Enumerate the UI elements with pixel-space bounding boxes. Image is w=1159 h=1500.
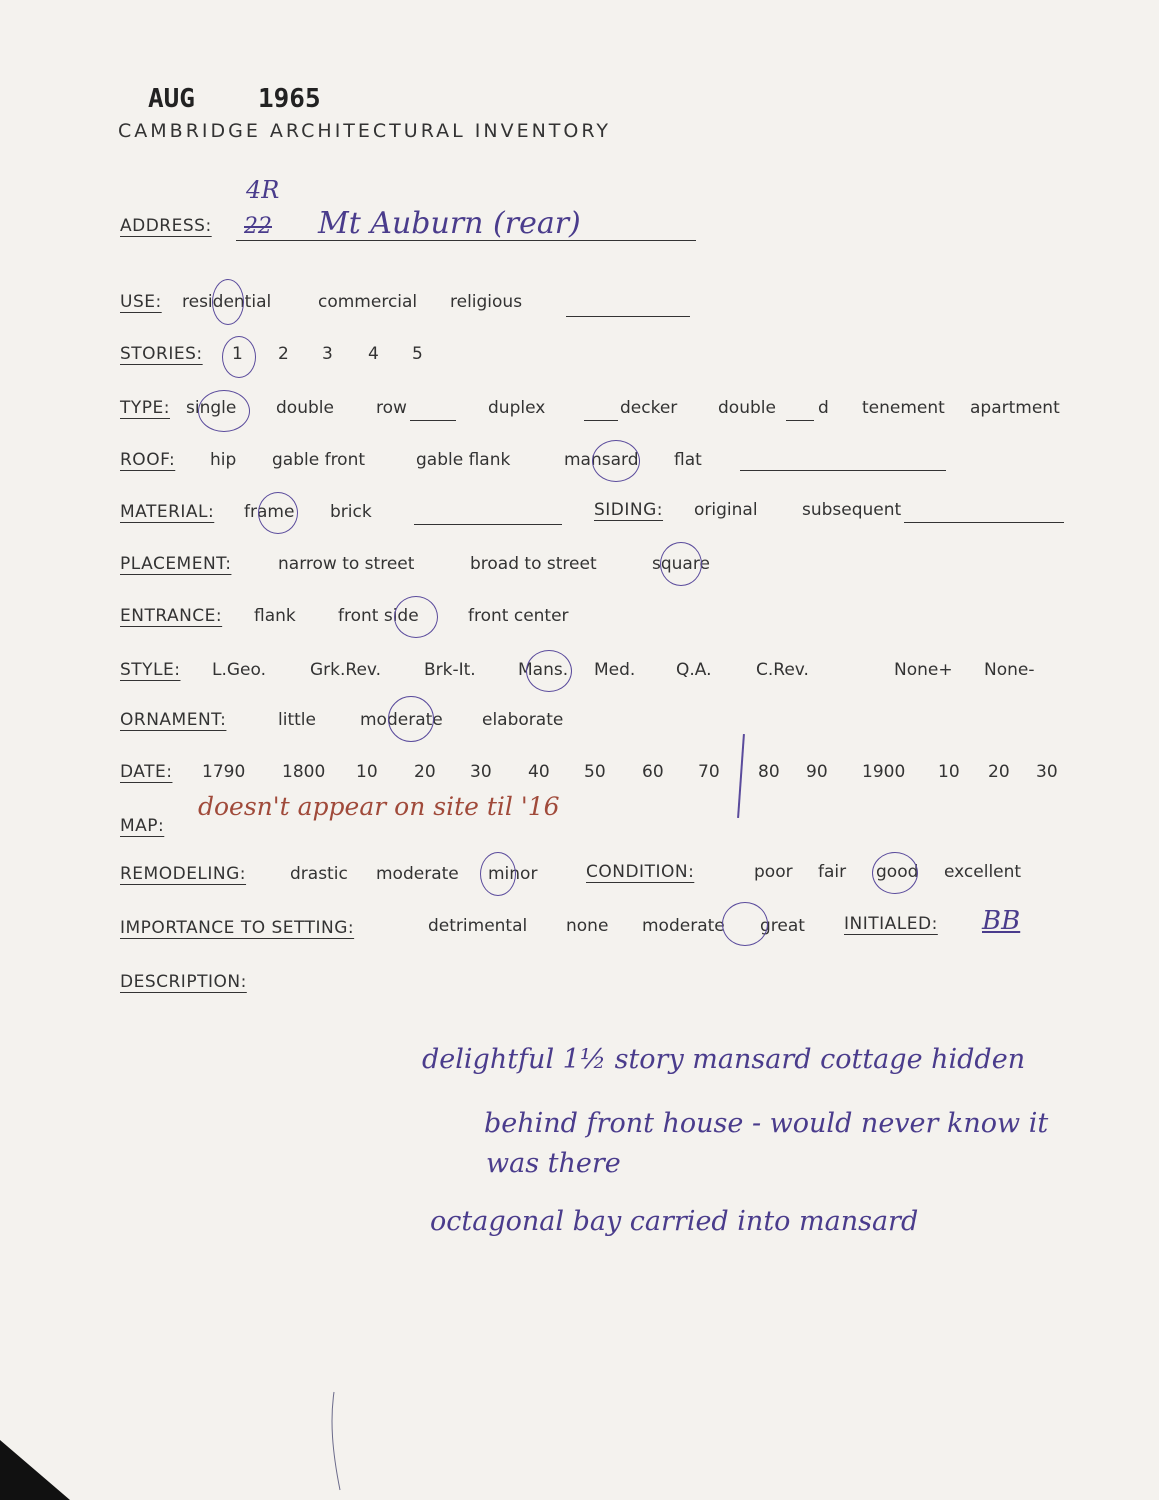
use-option-commercial: commercial <box>318 292 418 312</box>
date-option-1790: 1790 <box>202 762 246 782</box>
date-option-1900: 1900 <box>862 762 906 782</box>
roof-option-gable-front: gable front <box>272 450 366 470</box>
date-option-80: 80 <box>758 762 780 782</box>
importance-option-detrimental: detrimental <box>428 916 528 936</box>
remodeling-selected-circle <box>480 852 516 896</box>
style-selected-circle <box>526 650 572 692</box>
roof-option-flat: flat <box>674 450 702 470</box>
description-label: DESCRIPTION: <box>120 972 247 992</box>
style-option-med: Med. <box>594 660 636 680</box>
stories-option-5: 5 <box>412 344 423 364</box>
use-option-residential: residential <box>182 292 272 312</box>
remodeling-option-moderate: moderate <box>376 864 459 884</box>
date-option-20: 20 <box>414 762 436 782</box>
material-option-brick: brick <box>330 502 372 522</box>
roof-option-hip: hip <box>210 450 237 470</box>
date-option-10: 10 <box>356 762 378 782</box>
stamp-year: 1965 <box>258 84 321 114</box>
stamp-month: AUG <box>148 84 195 114</box>
ornament-option-elaborate: elaborate <box>482 710 564 730</box>
importance-label: IMPORTANCE TO SETTING: <box>120 918 355 938</box>
stories-option-1: 1 <box>232 344 243 364</box>
description-line-4: octagonal bay carried into mansard <box>430 1206 919 1237</box>
map-label: MAP: <box>120 816 165 836</box>
condition-option-fair: fair <box>818 862 847 882</box>
importance-selected-circle <box>722 902 768 946</box>
stories-option-3: 3 <box>322 344 333 364</box>
date-note: doesn't appear on site til '16 <box>198 792 560 821</box>
entrance-option-flank: flank <box>254 606 296 626</box>
placement-option-square: square <box>652 554 710 574</box>
importance-option-none: none <box>566 916 609 936</box>
description-line-3: was there <box>486 1148 621 1179</box>
placement-option-broad: broad to street <box>470 554 597 574</box>
date-option-10b: 10 <box>938 762 960 782</box>
type-option-double-d: double <box>718 398 776 418</box>
placement-selected-circle <box>660 542 702 586</box>
material-blank <box>414 524 562 525</box>
stories-option-4: 4 <box>368 344 379 364</box>
type-selected-circle <box>198 390 250 432</box>
form-title: CAMBRIDGE ARCHITECTURAL INVENTORY <box>118 120 611 142</box>
date-divider-mark <box>737 734 745 818</box>
style-option-none-minus: None- <box>984 660 1035 680</box>
ornament-option-little: little <box>278 710 316 730</box>
style-option-none-plus: None+ <box>894 660 953 680</box>
type-option-apartment: apartment <box>970 398 1060 418</box>
date-option-1800: 1800 <box>282 762 326 782</box>
type-decker-blank <box>584 420 618 421</box>
roof-option-gable-flank: gable flank <box>416 450 511 470</box>
material-label: MATERIAL: <box>120 502 215 522</box>
date-option-90: 90 <box>806 762 828 782</box>
initialed-value: BB <box>982 906 1021 936</box>
type-label: TYPE: <box>120 398 170 418</box>
address-number-original: 22 <box>244 214 272 239</box>
type-option-decker: decker <box>620 398 678 418</box>
address-label: ADDRESS: <box>120 216 212 236</box>
address-number-added: 4R <box>246 176 280 204</box>
style-option-crev: C.Rev. <box>756 660 809 680</box>
description-line-2: behind front house - would never know it <box>484 1108 1049 1139</box>
date-option-50: 50 <box>584 762 606 782</box>
date-option-20b: 20 <box>988 762 1010 782</box>
condition-option-excellent: excellent <box>944 862 1022 882</box>
type-row-blank <box>410 420 456 421</box>
condition-option-poor: poor <box>754 862 793 882</box>
entrance-label: ENTRANCE: <box>120 606 223 626</box>
placement-label: PLACEMENT: <box>120 554 232 574</box>
use-option-religious: religious <box>450 292 523 312</box>
remodeling-option-drastic: drastic <box>290 864 348 884</box>
condition-label: CONDITION: <box>586 862 695 882</box>
remodeling-option-minor: minor <box>488 864 538 884</box>
entrance-option-front-side: front side <box>338 606 419 626</box>
type-double-blank <box>786 420 814 421</box>
initialed-label: INITIALED: <box>844 914 938 934</box>
importance-option-great: great <box>760 916 805 936</box>
pencil-mark <box>320 1390 360 1500</box>
use-selected-circle <box>212 279 244 325</box>
stories-selected-circle <box>222 336 256 378</box>
remodeling-label: REMODELING: <box>120 864 247 884</box>
date-option-30b: 30 <box>1036 762 1058 782</box>
style-label: STYLE: <box>120 660 181 680</box>
date-label: DATE: <box>120 762 173 782</box>
siding-option-subsequent: subsequent <box>802 500 902 520</box>
stories-label: STORIES: <box>120 344 203 364</box>
stories-option-2: 2 <box>278 344 289 364</box>
entrance-option-front-center: front center <box>468 606 569 626</box>
roof-blank <box>740 470 946 471</box>
ornament-selected-circle <box>388 696 434 742</box>
siding-blank <box>904 522 1064 523</box>
style-option-lgeo: L.Geo. <box>212 660 267 680</box>
date-option-60: 60 <box>642 762 664 782</box>
type-option-single: single <box>186 398 237 418</box>
description-line-1: delightful 1½ story mansard cottage hidden <box>422 1044 1026 1075</box>
type-option-double: double <box>276 398 334 418</box>
type-option-d: d <box>818 398 829 418</box>
ornament-option-moderate: moderate <box>360 710 443 730</box>
address-value: Mt Auburn (rear) <box>318 206 581 241</box>
style-option-mans: Mans. <box>518 660 569 680</box>
roof-label: ROOF: <box>120 450 176 470</box>
condition-selected-circle <box>872 852 918 894</box>
siding-label: SIDING: <box>594 500 664 520</box>
style-option-brkit: Brk-It. <box>424 660 476 680</box>
style-option-grkrev: Grk.Rev. <box>310 660 382 680</box>
type-option-duplex: duplex <box>488 398 546 418</box>
material-selected-circle <box>258 492 298 534</box>
roof-option-mansard: mansard <box>564 450 639 470</box>
date-option-30: 30 <box>470 762 492 782</box>
address-line <box>236 240 696 241</box>
type-option-row: row <box>376 398 407 418</box>
type-option-tenement: tenement <box>862 398 945 418</box>
style-option-qa: Q.A. <box>676 660 712 680</box>
use-label: USE: <box>120 292 162 312</box>
scan-corner <box>0 1440 70 1500</box>
date-option-70: 70 <box>698 762 720 782</box>
ornament-label: ORNAMENT: <box>120 710 227 730</box>
roof-selected-circle <box>592 440 640 482</box>
use-blank <box>566 316 690 317</box>
importance-option-moderate: moderate <box>642 916 725 936</box>
date-option-40: 40 <box>528 762 550 782</box>
placement-option-narrow: narrow to street <box>278 554 415 574</box>
material-option-frame: frame <box>244 502 295 522</box>
entrance-selected-circle <box>394 596 438 638</box>
siding-option-original: original <box>694 500 758 520</box>
condition-option-good: good <box>876 862 919 882</box>
